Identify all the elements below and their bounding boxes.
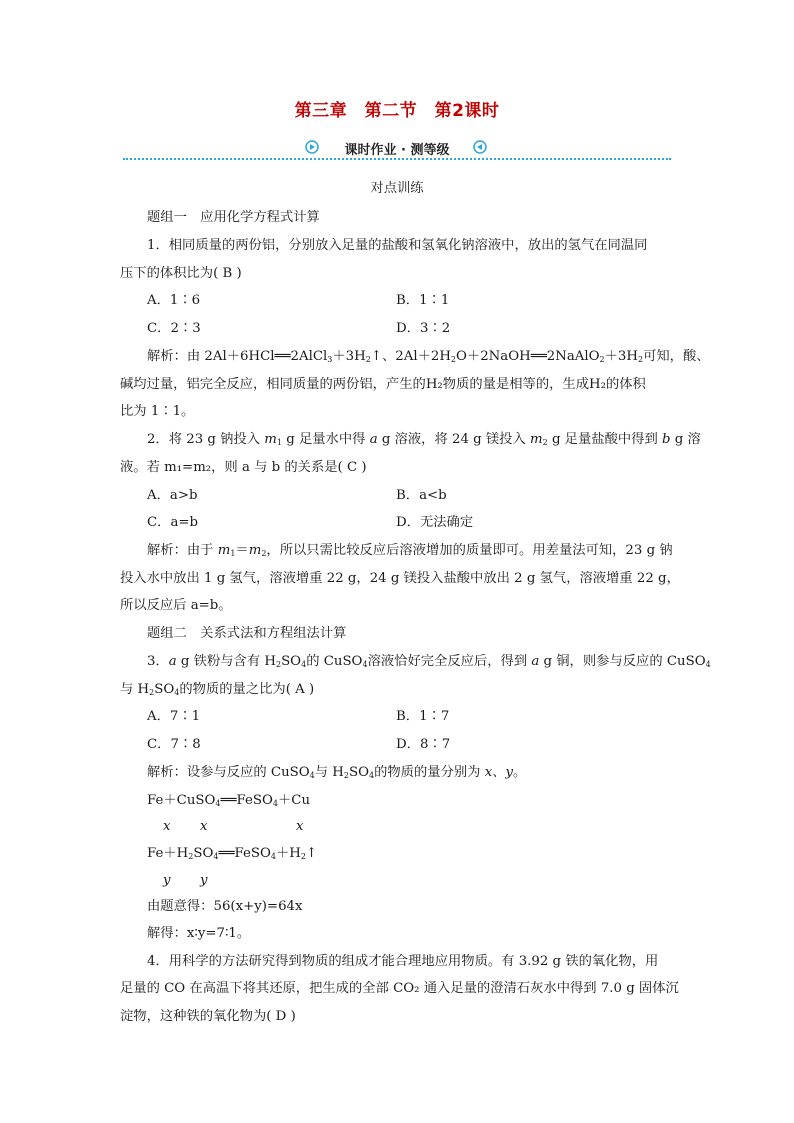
banner-divider [123, 158, 671, 160]
q2-explanation-line1: 解析：由于 $m_1=m_2$，所以只需比较反应后溶液增加的质量即可。用差量法可知，23 g 钠 [147, 543, 673, 558]
q3-stem-line1: 3．a g 铁粉与含有 $H_2SO_4$的 CuSO$_4$溶液恰好完全反应后，得到 a g 铜，则参与反应的 CuSO$_4$ [147, 654, 711, 669]
q2-explanation-line2: 投入水中放出 1 g 氢气，溶液增重 22 g，24 g 镁投入盐酸中放出 2 g 氢气，溶液增重 22 g， [120, 571, 680, 586]
q2-option-a: A．a>b [147, 488, 198, 503]
q1-stem-line2: 压下的体积比为( B ) [120, 266, 242, 281]
q2-option-c: C．a=b [147, 515, 199, 530]
q2-option-d: D．无法确定 [396, 515, 474, 530]
q3-equation-1: Fe＋CuSO$_4$══FeSO$_4$＋Cu [147, 793, 311, 808]
q4-stem-line3: 淀物，这种铁的氧化物为( D ) [120, 1009, 296, 1024]
q1-stem-line1: 1．相同质量的两份铝，分别放入足量的盐酸和氢氧化钠溶液中，放出的氢气在同温同 [147, 238, 648, 253]
q3-equation-2: $Fe+H_2SO_4══FeSO_4+H_2↑$ [147, 846, 318, 861]
page-title: 第三章 第二节 第2课时 [294, 101, 500, 121]
q3-option-c: C．7∶8 [147, 737, 201, 752]
q3-stem-line2: 与 $H_2SO_4$的物质的量之比为( A ) [120, 682, 315, 697]
q3-option-d: D．8∶7 [396, 737, 451, 752]
q3-equation-1-x3: x [296, 819, 304, 834]
q1-option-a: A．1∶6 [147, 293, 201, 308]
q2-option-b: B．a<b [396, 488, 447, 503]
q3-equation-2-y2: y [200, 873, 208, 888]
q3-option-b: B．1∶7 [396, 709, 450, 724]
q1-option-d: D．3∶2 [396, 321, 451, 336]
q3-equation-1-x1: x [163, 819, 171, 834]
q1-option-c: C．2∶3 [147, 321, 201, 336]
q3-option-a: A．7∶1 [147, 709, 201, 724]
q1-explanation-line1: 解析：由 $2Al+6HCl══2AlCl_3+3H_2↑$、$2Al+2H_2O+2NaOH══2NaAlO_2+3H_2$可知，酸、 [147, 349, 710, 364]
section-heading: 对点训练 [370, 181, 424, 196]
q3-equation-2-y1: y [163, 873, 171, 888]
group2-title: 题组二 关系式法和方程组法计算 [147, 626, 347, 641]
q1-option-b: B．1∶1 [396, 293, 450, 308]
q2-stem-line2: 液。若 m₁=m₂，则 a 与 b 的关系是( C ) [120, 460, 367, 475]
q3-answer: 解得：x∶y=7∶1。 [147, 926, 251, 941]
q3-explanation-line1: 解析：设参与反应的 CuSO$_4$与 $H_2SO_4$的物质的量分别为 x、y。 [147, 765, 527, 780]
q3-equation-1-x2: x [200, 819, 208, 834]
q2-stem-line1: 2．将 23 g 钠投入 $m_1$ g 足量水中得 a g 溶液，将 24 g 镁投入 $m_2$ g 足量盐酸中得到 b g 溶 [147, 432, 701, 447]
q4-stem-line2: 足量的 CO 在高温下将其还原，把生成的全部 CO₂ 通入足量的澄清石灰水中得到 7.0 g 固体沉 [120, 981, 679, 996]
banner-label: 课时作业 · 测等级 [344, 143, 450, 158]
q2-explanation-line3: 所以反应后 a=b。 [120, 598, 232, 613]
q1-explanation-line2: 碱均过量，铝完全反应，相同质量的两份铝，产生的H₂物质的量是相等的，生成H₂的体积 [120, 377, 646, 392]
group1-title: 题组一 应用化学方程式计算 [147, 210, 320, 225]
q3-setup: 由题意得：56(x+y)=64x [147, 899, 303, 914]
q4-stem-line1: 4．用科学的方法研究得到物质的组成才能合理地应用物质。有 3.92 g 铁的氧化物，用 [147, 954, 659, 969]
q1-explanation-line3: 比为 1∶1。 [120, 404, 195, 419]
